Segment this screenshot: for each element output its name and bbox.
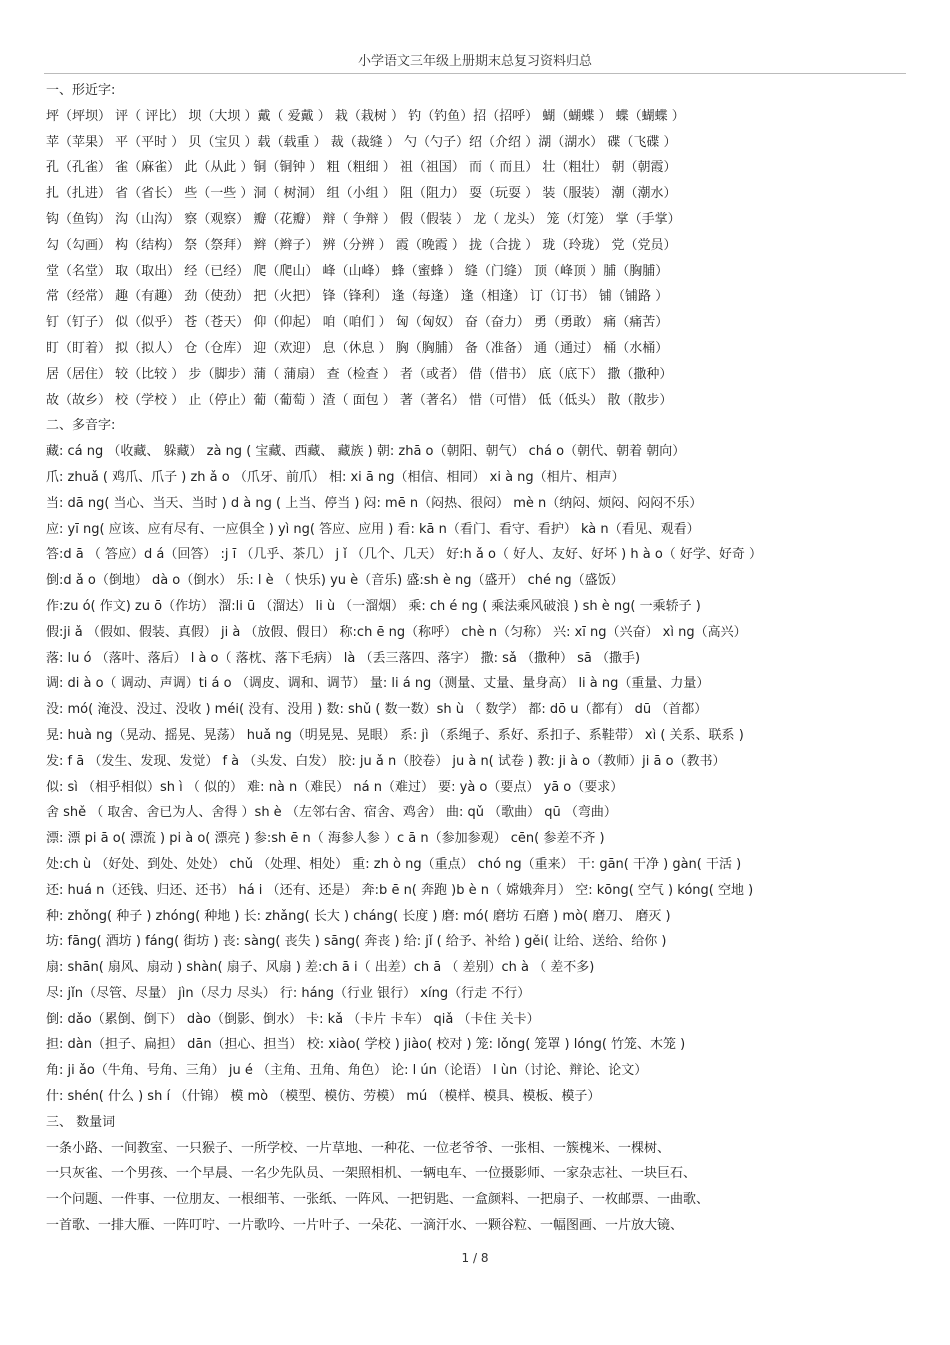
text-line: 种: zhǒng( 种子 ) zhóng( 种地 ) 长: zhǎng( 长大 ) cháng( 长度 ) 磨: mó( 磨坊 石磨 ) mò( 磨刀、 磨灭 ) [46,908,671,924]
text-line: 舍 shě （ 取舍、舍已为人、舍得 ）sh è （左邻右舍、宿舍、鸡舍） 曲: qǔ （歌曲） qū （弯曲） [46,805,617,821]
text-line: 没: mó( 淹没、没过、没收 ) méi( 没有、没用 ) 数: shǔ ( 数一数）sh ù （ 数学） 都: dō u（都有） dū （首都） [46,702,708,718]
text-line: 当: dā ng( 当心、当天、当时 ) d à ng ( 上当、停当 ) 闷: mē n（闷热、很闷） mè n（纳闷、烦闷、闷闷不乐） [46,495,703,511]
text-line: 处:ch ù （好处、到处、处处） chǔ （处理、相处） 重: zh ò ng（重点） chó ng（重来） 干: gān( 干净 ) gàn( 干活 ) [46,856,742,872]
text-line: 常（经常） 趣（有趣） 劲（使劲） 把（火把） 锋（锋利） 逢（每逢） 逢（相逢） 订（订书） 铺（铺路 ） [46,289,669,305]
text-line: 堂（名堂） 取（取出） 经（已经） 爬（爬山） 峰（山峰） 蜂（蜜蜂 ） 缝（门缝） 顶（峰顶 ）脯（胸脯） [46,263,669,279]
text-line: 一首歌、一排大雁、一阵叮咛、一片歌吟、一片叶子、一朵花、一滴汗水、一颗谷粒、一幅图画、一片放大镜、 [46,1218,684,1234]
page-header: 小学语文三年级上册期末总复习资料归总 [44,50,906,74]
text-line: 角: ji ǎo（牛角、号角、三角） ju é （主角、丑角、角色） 论: l ún（论语） l ùn（讨论、辩论、论文） [46,1063,648,1079]
text-line: 倒:d ǎ o（倒地） dà o（倒水） 乐: l è （ 快乐) yu è（音乐) 盛:sh è ng（盛开） ché ng（盛饭） [46,573,624,589]
text-line: 坊: fāng( 酒坊 ) fáng( 街坊 ) 丧: sàng( 丧失 ) sāng( 奔丧 ) 给: jǐ ( 给予、补给 ) gěi( 让给、送给、给你 ) [46,934,667,950]
text-line: 居（居住） 较（比较 ） 步（脚步）蒲（ 蒲扇） 查（检查 ） 者（或者） 借（借书） 底（底下） 撒（撒种） [46,366,673,382]
document-body [46,78,908,1239]
text-line: 孔（孔雀） 雀（麻雀） 此（从此 ）铜（铜钟 ） 粗（粗细 ） 祖（祖国） 而（ 而且） 壮（粗壮） 朝（朝霞） [46,160,677,176]
text-line: 晃: huà ng（晃动、摇晃、晃荡） huǎ ng（明晃晃、晃眼） 系: jì （系绳子、系好、系扣子、系鞋带） xì ( 关系、联系 ) [46,727,744,743]
text-line: 勾（勾画） 构（结构） 祭（祭拜） 辫（辫子） 辨（分辨 ） 霞（晚霞 ） 拢（合拢 ） 珑（玲珑） 党（党员） [46,237,677,253]
text-line: 担: dàn（担子、扁担） dān（担心、担当） 校: xiào( 学校 ) jiào( 校对 ) 笼: lǒng( 笼罩 ) lóng( 竹笼、木笼 ) [46,1037,686,1053]
text-line: 漂: 漂 pi ā o( 漂流 ) pi à o( 漂亮 ) 参:sh ē n（ 海参人参 ）c ā n（参加参观） cēn( 参差不齐 ) [46,831,605,847]
text-line: 钉（钉子） 似（似乎） 苍（苍天） 仰（仰起） 咱（咱们 ） 匈（匈奴） 奋（奋力） 勇（勇敢） 痛（痛苦） [46,315,669,331]
text-line: 扎（扎进） 省（省长） 些（一些 ）洞（ 树洞） 组（小组 ） 阻（阻力） 耍（玩耍 ） 装（服装） 潮（潮水） [46,186,677,202]
text-line: 三、 数量词 [46,1114,116,1130]
text-line: 爪: zhuǎ ( 鸡爪、爪子 ) zh ǎ o （爪牙、前爪） 相: xi ā ng（相信、相同） xi à ng（相片、相声） [46,469,625,485]
text-line: 落: lu ó （落叶、落后） l à o（ 落枕、落下毛病） là （丢三落四、落字） 撒: sǎ （撒种） sā （撒手) [46,650,641,666]
text-line: 一个问题、一件事、一位朋友、一根细苇、一张纸、一阵风、一把钥匙、一盒颜料、一把扇子、一枚邮票、一曲歌、 [46,1192,710,1208]
text-line: 假:ji ǎ （假如、假装、真假） ji à （放假、假日） 称:ch ē ng（称呼） chè n（匀称） 兴: xī ng（兴奋） xì ng（高兴） [46,624,747,640]
text-line: 一只灰雀、一个男孩、一个早晨、一名少先队员、一架照相机、一辆电车、一位摄影师、一家杂志社、一块巨石、 [46,1166,697,1182]
text-line: 什: shén( 什么 ) sh í （什锦） 模 mò （模型、模仿、劳模） mú （模样、模具、模板、模子） [46,1089,601,1105]
text-line: 坪（坪坝） 评（ 评比） 坝（大坝 ）戴（ 爱戴 ） 栽（栽树 ） 钓（钓鱼）招（招呼） 蝴（蝴蝶 ） 蝶（蝴蝶 ） [46,108,685,124]
text-line: 扇: shān( 扇风、扇动 ) shàn( 扇子、风扇 ) 差:ch ā i（ 出差）ch ā （ 差别）ch à （ 差不多) [46,960,595,976]
text-line: 钩（鱼钩） 沟（山沟） 察（观察） 瓣（花瓣） 辩（ 争辩 ） 假（假装 ） 龙（ 龙头） 笼（灯笼） 掌（手掌） [46,211,681,227]
text-line: 答:d ā （ 答应）d á（回答） :j ī （几乎、茶几） j ǐ （几个、几天） 好:h ǎ o（ 好人、友好、好坏 ) h à o（ 好学、好奇 ） [46,547,763,563]
text-line: 一、形近字: [46,83,116,98]
text-line: 发: f ā （发生、发现、发觉） f à （头发、白发） 胶: ju ǎ n（胶卷） ju à n( 试卷 ) 教: ji à o（教师）ji ā o（教书） [46,753,726,769]
text-line: 作:zu ó( 作文) zu ō（作坊） 溜:li ū （溜达） li ù （一溜烟） 乘: ch é ng ( 乘法乘风破浪 ) sh è ng( 一乘轿子 ) [46,598,701,614]
text-line: 藏: cá ng （收藏、 躲藏） zà ng ( 宝藏、西藏、 藏族 ) 朝: zhā o（朝阳、朝气） chá o（朝代、朝着 朝向） [46,444,686,460]
page-number: 1 / 8 [461,1251,489,1265]
text-line: 还: huá n（还钱、归还、还书） há i （还有、还是） 奔:b ē n( 奔跑 )b è n（ 嫦娥奔月） 空: kōng( 空气 ) kóng( 空地 ) [46,882,754,898]
text-line: 一条小路、一间教室、一只猴子、一所学校、一片草地、一种花、一位老爷爷、一张相、一簇槐米、一棵树、 [46,1140,671,1156]
text-line: 倒: dǎo（累倒、倒下） dào（倒影、倒水） 卡: kǎ （卡片 卡车） qiǎ （卡住 关卡） [46,1011,540,1027]
text-line: 故（故乡） 校（学校 ） 止（停止）葡（葡萄 ）渣（ 面包 ） 著（著名） 惜（可惜） 低（低头） 散（散步） [46,392,673,408]
text-line: 尽: jǐn（尽管、尽量） jìn（尽力 尽头） 行: háng（行业 银行） xíng（行走 不行） [46,985,531,1001]
text-line: 苹（苹果） 平（平时 ） 贝（宝贝 ）载（载重 ） 裁（裁缝 ） 勺（勺子）绍（介绍 ）湖（湖水） 碟（飞碟 ） [46,134,677,150]
text-line: 盯（盯着） 拟（拟人） 仓（仓库） 迎（欢迎） 息（休息 ） 胸（胸脯） 备（准备） 通（通过） 桶（水桶） [46,340,669,356]
text-line: 二、多音字: [46,418,116,434]
text-line: 应: yī ng( 应该、应有尽有、一应俱全 ) yì ng( 答应、应用 ) 看: kā n（看门、看守、看护） kà n（看见、观看） [46,521,700,537]
text-line: 调: di à o（ 调动、声调）ti á o （调皮、调和、调节） 量: li á ng（测量、丈量、量身高） li à ng（重量、力量） [46,676,710,692]
text-line: 似: sì （相乎相似）sh ì （ 似的） 难: nà n（难民） ná n（难过） 要: yà o（要点） yā o（要求） [46,779,624,795]
